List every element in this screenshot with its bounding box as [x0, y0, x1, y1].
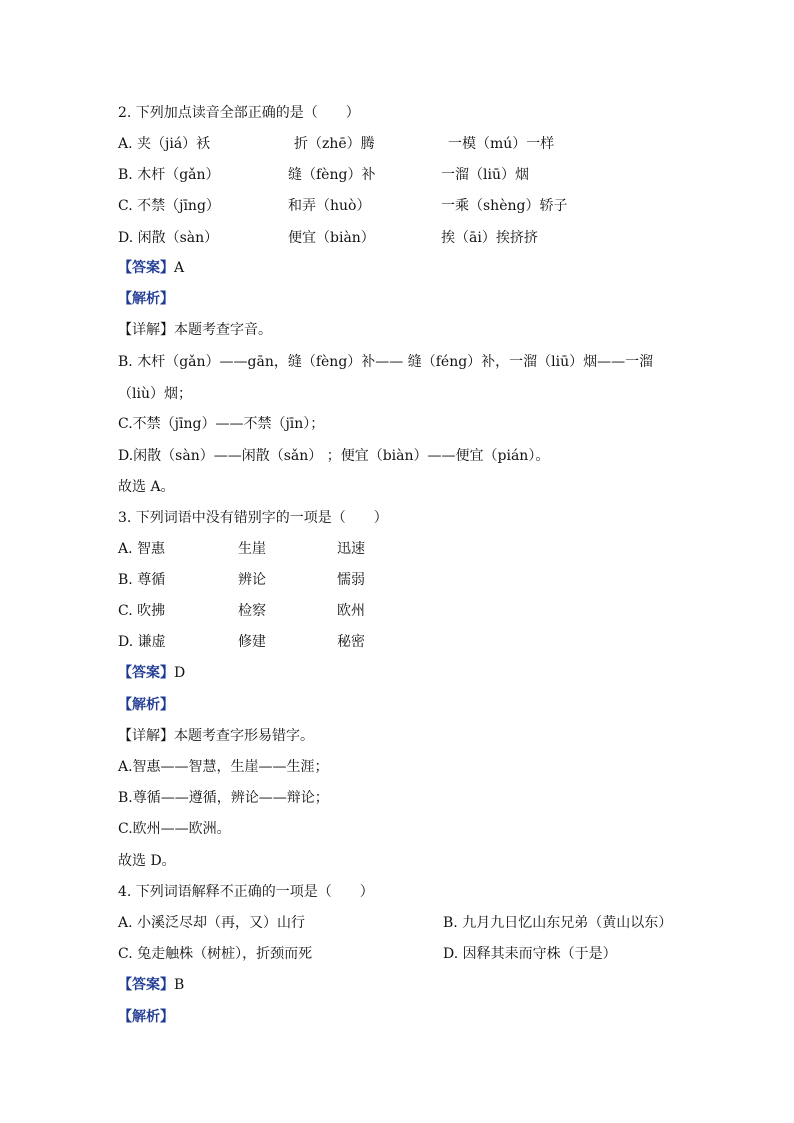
detail-intro: 本题考查字音。: [174, 322, 272, 338]
q3-option-d-1: D. 谦虚: [118, 634, 166, 650]
q2-conclusion: 故选 A。: [118, 479, 175, 495]
q2-answer: [118, 258, 184, 278]
q2-option-a-1: A. 夹（jiá）袄: [118, 136, 211, 152]
q3-option-c-1: C. 吹拂: [118, 603, 166, 619]
q4-option-d: D. 因释其耒而守株（于是）: [443, 946, 617, 962]
q3-detail: [118, 726, 314, 746]
answer-value: B: [174, 977, 185, 993]
detail-intro: 本题考查字形易错字。: [174, 728, 314, 744]
q4-question: 4. 下列词语解释不正确的一项是（ ）: [118, 884, 374, 900]
q3-option-b-3: 懦弱: [337, 572, 365, 588]
analysis-tag: 【解析】: [118, 1009, 174, 1025]
q2-detail-line-3: C.不禁（jīng）——不禁（jīn）；: [118, 416, 325, 432]
analysis-tag: 【解析】: [118, 697, 174, 713]
q2-option-d-3: 挨（āi）挨挤挤: [441, 230, 538, 246]
q2-option-c-2: 和弄（huò）: [288, 198, 371, 214]
q4-answer: [118, 975, 184, 995]
q2-detail: [118, 320, 272, 340]
q2-option-d-2: 便宜（biàn）: [288, 230, 375, 246]
q4-option-b: B. 九月九日忆山东兄弟（黄山以东）: [443, 915, 673, 931]
q3-option-c-3: 欧州: [337, 603, 365, 619]
q2-option-c-1: C. 不禁（jīng）: [118, 198, 220, 214]
q2-detail-line-1: B. 木杆（gǎn）——gān，缝（fèng）补—— 缝（féng）补，一溜（liū）烟——一溜: [118, 354, 654, 370]
q3-option-b-1: B. 尊循: [118, 572, 166, 588]
q3-analysis-tag: [118, 695, 174, 715]
analysis-tag: 【解析】: [118, 291, 174, 307]
detail-tag: 【详解】: [118, 322, 174, 338]
q2-option-d-1: D. 闲散（sàn）: [118, 230, 219, 246]
q3-option-d-3: 秘密: [337, 634, 365, 650]
q4-option-c: C. 兔走触株（树桩），折颈而死: [118, 946, 313, 962]
answer-value: A: [174, 260, 185, 276]
q4-option-a: A. 小溪泛尽却（再，又）山行: [118, 915, 306, 931]
q3-option-a-3: 迅速: [337, 541, 365, 557]
q2-option-a-2: 折（zhē）腾: [294, 136, 375, 152]
q3-answer: [118, 663, 185, 683]
q3-option-c-2: 检察: [238, 603, 266, 619]
q3-detail-line-2: B.尊循——遵循，辨论——辩论；: [118, 790, 329, 806]
q2-option-b-1: B. 木杆（gǎn）: [118, 167, 220, 183]
q2-analysis-tag: [118, 289, 174, 309]
q3-option-a-1: A. 智惠: [118, 541, 166, 557]
q2-option-c-3: 一乘（shèng）轿子: [441, 198, 568, 214]
q4-analysis-tag: [118, 1007, 174, 1027]
q2-option-b-3: 一溜（liū）烟: [441, 167, 529, 183]
q2-option-b-2: 缝（fèng）补: [288, 167, 376, 183]
answer-tag: 【答案】: [118, 665, 174, 681]
q3-question: 3. 下列词语中没有错别字的一项是（ ）: [118, 510, 388, 526]
q2-option-a-3: 一模（mú）一样: [448, 136, 555, 152]
answer-value: D: [174, 665, 186, 681]
answer-tag: 【答案】: [118, 260, 174, 276]
q3-detail-line-3: C.欧州——欧洲。: [118, 821, 231, 837]
q3-option-a-2: 生崖: [238, 541, 266, 557]
q2-detail-line-4: D.闲散（sàn）——闲散（sǎn） ；便宜（biàn）——便宜（pián）。: [118, 448, 550, 464]
detail-tag: 【详解】: [118, 728, 174, 744]
q3-conclusion: 故选 D。: [118, 853, 176, 869]
q3-detail-line-1: A.智惠——智慧，生崖——生涯；: [118, 759, 329, 775]
answer-tag: 【答案】: [118, 977, 174, 993]
q2-detail-line-2: （liù）烟；: [118, 386, 192, 402]
q3-option-d-2: 修建: [238, 634, 266, 650]
q3-option-b-2: 辨论: [238, 572, 266, 588]
q2-question: 2. 下列加点读音全部正确的是（ ）: [118, 105, 360, 121]
